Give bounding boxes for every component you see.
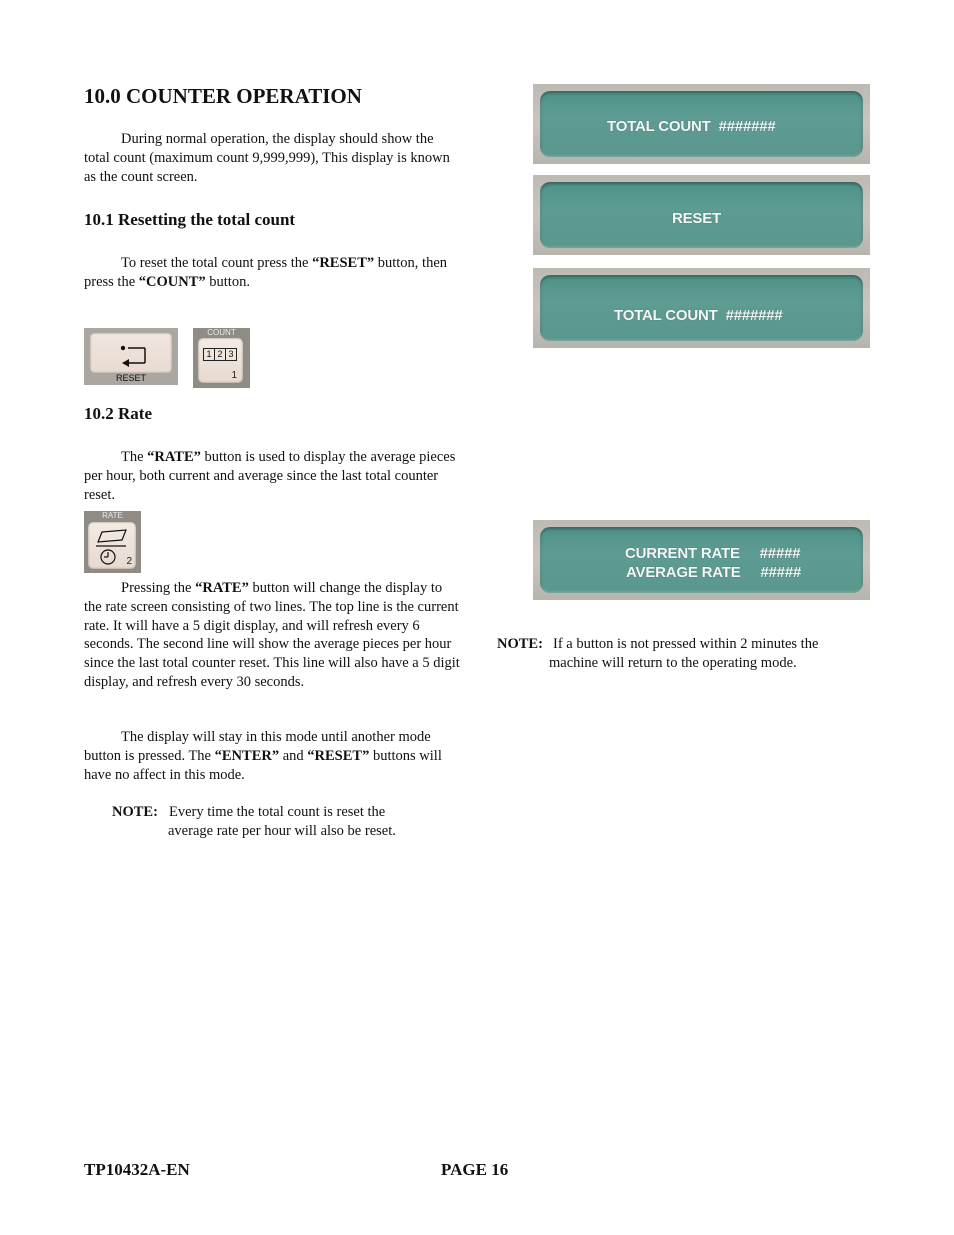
display-text: RESET [672,210,722,227]
reset-term: “RESET” [312,255,375,271]
reset-heading: 10.1 Resetting the total count [84,210,296,229]
rate-p1-term: “RATE” [147,449,201,465]
count-term: “COUNT” [138,273,206,290]
rate-p2-suffix: button will change the display to the rate screen consisting of two lines. The top line is the current rate. It will have a 5 digit display, and will refresh every 6 seconds. The second line will show the average pieces per hour since the last total counter reset. This line will also have a 5 digit display, and refresh every 30 seconds. [84,580,460,690]
display-text-line1: CURRENT RATE ##### [625,545,801,562]
rate-heading: 10.2 Rate [84,404,152,423]
rate-button-image [84,511,141,573]
rate-note-line2: average rate per hour will also be reset. [168,823,396,839]
rate-note-label: NOTE: [112,804,158,820]
reset-paragraph [84,254,462,292]
rate-note [112,803,472,841]
display-screen [540,275,863,341]
rate-p2-term: “RATE” [195,580,249,596]
display-reset [533,175,870,255]
count-button-cap [198,338,243,383]
digit-3: 3 [228,349,234,359]
rate-button-label: RATE [102,511,123,520]
reset-term-2: “RESET” [307,747,370,764]
rate-p1-suffix: button is used to display the average pieces per hour, both current and average since the last total counter reset. [84,449,456,503]
count-button-number: 1 [231,370,237,381]
rate-p3-prefix: The display will stay in this mode until another mode button is pressed. The [84,729,431,764]
display-text-line2: AVERAGE RATE ##### [626,564,802,581]
count-button-label: COUNT [207,328,236,337]
digit-2: 2 [215,349,226,360]
rate-button-cap [88,522,136,569]
digit-1: 1 [204,349,215,360]
rate-p3-suffix: buttons will have no affect in this mode. [84,747,442,783]
display-total-count-2 [533,268,870,348]
display-rate [533,520,870,600]
timeout-note-line1: If a button is not pressed within 2 minutes the [553,636,819,652]
rate-p2-prefix: Pressing the [121,580,196,596]
count-button-image [193,328,250,388]
intro-text: During normal operation, the display should show the total count (maximum count 9,999,999), This display is known as the count screen. [84,131,450,185]
rate-p3-and: and [279,747,308,764]
display-screen [540,527,863,593]
return-arrow-icon [90,333,172,373]
counter-digits-icon [203,348,237,361]
reset-button-cap [90,333,172,373]
timeout-note [497,635,897,673]
display-screen [540,182,863,248]
rate-p1-prefix: The [121,449,148,465]
display-text: TOTAL COUNT ####### [607,118,776,135]
rate-note-line1: Every time the total count is reset the [169,804,386,820]
rate-paragraph-2 [84,579,462,692]
reset-text-suffix: button. [205,273,250,290]
footer-doc-id: TP10432A-EN [84,1160,190,1179]
display-text: TOTAL COUNT ####### [614,307,783,324]
reset-button-image [84,328,178,385]
reset-text-mid: button, then press the [84,255,448,290]
timeout-note-label: NOTE: [497,636,543,652]
rate-button-number: 2 [126,556,132,567]
reset-text-prefix: To reset the total count press the [121,255,313,271]
rate-paragraph-3 [84,728,462,784]
reset-button-label: RESET [115,373,146,383]
enter-term: “ENTER” [214,747,280,764]
timeout-note-line2: machine will return to the operating mode. [549,655,797,671]
display-screen [540,91,863,157]
intro-paragraph [84,130,462,186]
footer-page-number: PAGE 16 [441,1160,509,1179]
display-total-count-1 [533,84,870,164]
rate-paragraph-1 [84,448,462,504]
section-title: 10.0 COUNTER OPERATION [84,84,362,108]
